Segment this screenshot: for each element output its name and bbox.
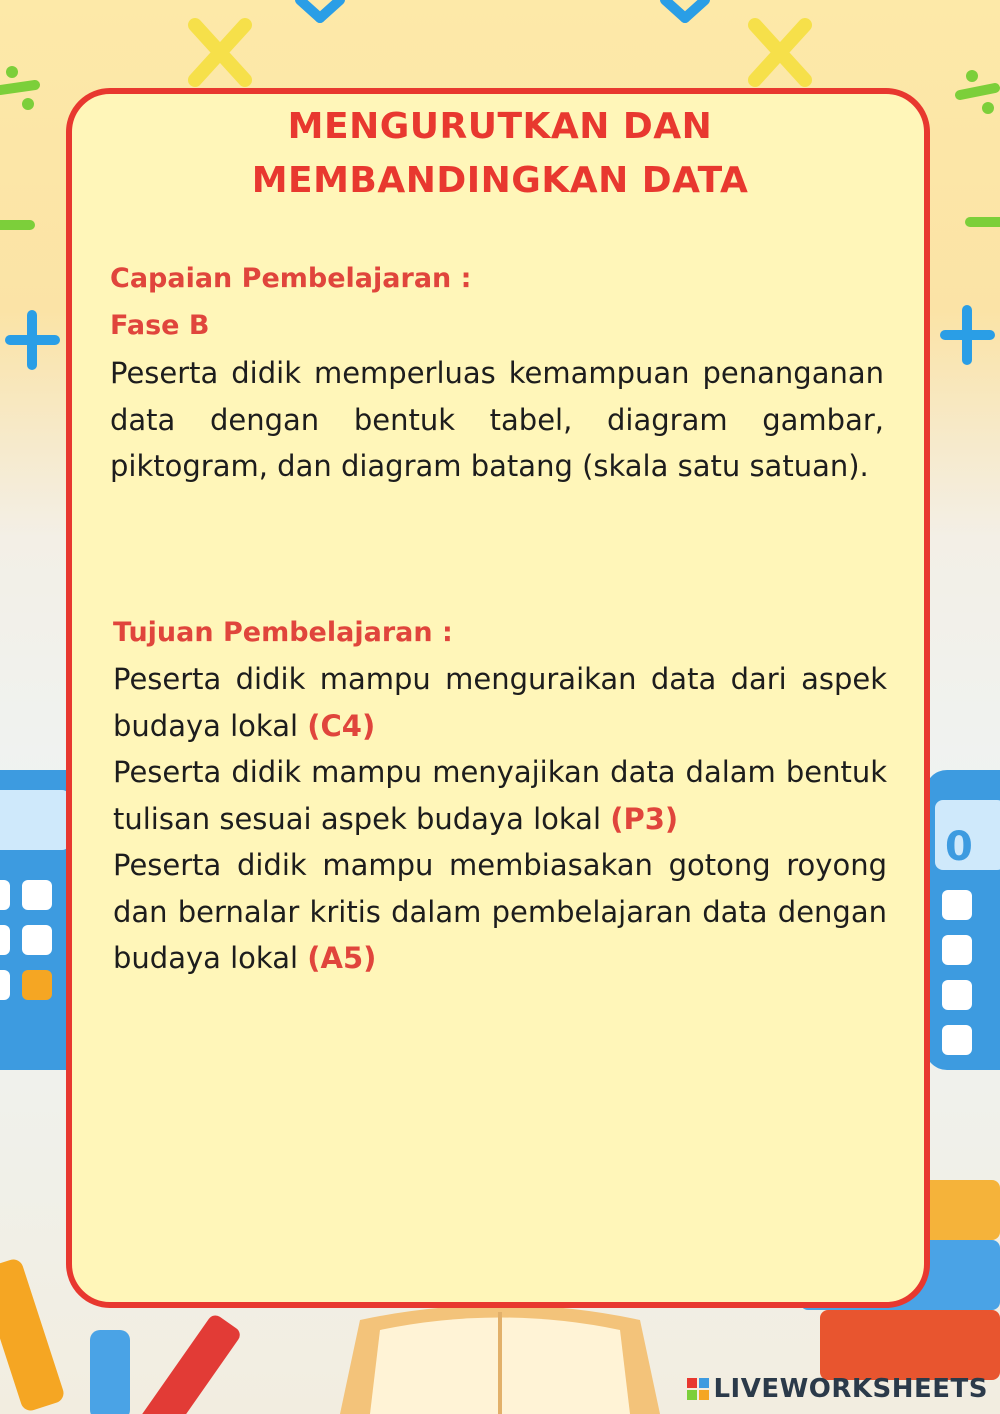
page-title: [0, 100, 1000, 208]
objective-code: (A5): [307, 941, 377, 975]
phase-label: Fase B: [110, 310, 210, 341]
liveworksheets-logo-icon: [687, 1378, 709, 1400]
objective-text: Peserta didik mampu menguraikan data dari aspek budaya lokal: [113, 662, 887, 743]
calculator-right-icon: [925, 770, 1000, 1070]
achievement-heading: Capaian Pembelajaran :: [110, 263, 472, 294]
objective-text: Peserta didik mampu menyajikan data dalam bentuk tulisan sesuai aspek budaya lokal: [113, 755, 887, 836]
brand-name: LIVEWORKSHEETS: [713, 1374, 988, 1404]
liveworksheets-brand[interactable]: [687, 1374, 988, 1404]
objective-text: Peserta didik mampu membiasakan gotong royong dan bernalar kritis dalam pembelajaran data dengan budaya lokal: [113, 848, 887, 975]
title-line-1: MENGURUTKAN DAN: [287, 106, 713, 147]
title-line-2: MEMBANDINGKAN DATA: [251, 160, 749, 201]
objective-item: [113, 842, 887, 982]
multiply-symbol-icon: [195, 25, 805, 80]
objective-code: (P3): [610, 801, 679, 836]
objectives-heading: Tujuan Pembelajaran :: [113, 617, 453, 648]
objective-code: (C4): [307, 708, 376, 743]
achievement-text: Peserta didik memperluas kemampuan penanganan data dengan bentuk tabel, diagram gambar, piktogram, dan diagram batang (skala satu satuan).: [110, 356, 884, 483]
objective-item: [113, 749, 887, 842]
svg-text:0: 0: [945, 824, 973, 870]
objective-item: [113, 656, 887, 749]
objectives-list: [113, 656, 887, 982]
